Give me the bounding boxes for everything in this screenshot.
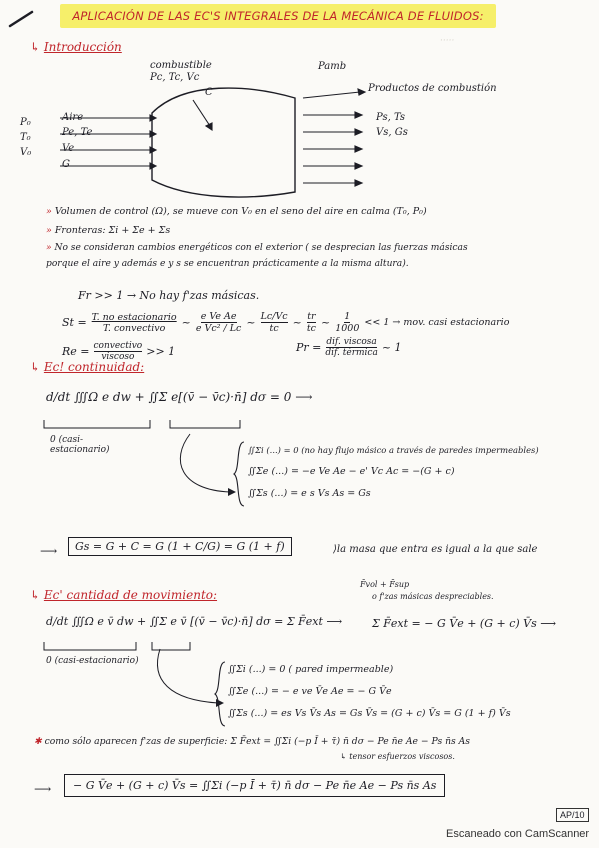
forces-note-2: o f'zas másicas despreciables. [372,592,494,601]
scanner-watermark: Escaneado con CamScanner [446,828,590,840]
result-arrow: ⟶ [40,544,58,558]
ambient-t0: T₀ [20,132,31,143]
fuel-props: Pc, Tc, Vc [150,72,200,83]
page-title: APLICACIÓN DE LAS EC'S INTEGRALES DE LA MECÁNICA DE FLUIDOS: [60,4,496,28]
inlet-pressure-temp: Pe, Te [62,127,93,138]
reynolds-equation: Re = convectivo viscoso >> 1 [62,341,176,362]
note-assumptions-1: » No se consideran cambios energéticos con el exterior ( se desprecian las fuerzas másicas [46,243,468,253]
momentum-branch-2: ∬Σe (...) = − e ve V̄e Ae = − G V̄e [228,686,392,697]
hook-arrow-icon: ↳ [30,360,41,374]
forces-note-1: F̄vol + F̄sup [360,580,410,589]
section-continuity: ↳ Ec! continuidad: [30,360,145,374]
surface-forces-note: ✱ como sólo aparecen f'zas de superficie: Σ F̄ext = ∬Σi (−p Ī + τ̄) n̄ dσ − Pe n̄e Ae − Ps n̄s As [34,736,470,747]
products-label: Productos de combustión [368,83,497,94]
products-props-2: Vs, Gs [376,127,408,138]
corner-tag: AP/10 [556,808,589,822]
continuity-result-box: Gs = G + C = G (1 + C/G) = G (1 + f) [68,537,292,556]
continuity-branch-1: ∬Σi (...) = 0 (no hay flujo másico a través de paredes impermeables) [248,445,539,455]
note-boundaries: » Fronteras: Σi + Σe + Σs [46,225,171,236]
inlet-velocity: Ve [62,143,75,154]
momentum-result-box: − G V̄e + (G + c) V̄s = ∬Σi (−p Ī + τ̄) n̄ dσ − Pe n̄e Ae − Ps n̄s As [64,774,445,797]
pen-mark [6,8,36,30]
ambient-v0: V₀ [20,147,32,158]
section-intro: ↳ Introducción [30,40,122,54]
section-momentum: ↳ Ec' cantidad de movimiento: [30,588,218,602]
big-brace [213,660,227,728]
tensor-note: ↳ tensor esfuerzos viscosos. [340,752,455,761]
prandtl-equation: Pr = dif. viscosa dif. térmica ~ 1 [296,337,402,358]
continuity-result-note: ⟩la masa que entra es igual a la que sale [333,544,538,555]
inlet-air: Aire [62,112,84,123]
continuity-zero-note: 0 (casi-estacionario) [50,435,110,455]
big-brace [232,440,246,508]
bleed-through: ····· [440,36,455,46]
inlet-mass-flow: G [62,159,70,170]
products-props-1: Ps, Ts [376,112,406,123]
final-arrow: ⟶ [34,782,52,796]
froude-statement: Fr >> 1 → No hay f'zas másicas. [78,289,260,302]
ambient-pressure: Pamb [318,61,347,72]
fuel-c-label: C [205,87,213,98]
continuity-branch-3: ∬Σs (...) = e s Vs As = Gs [248,488,371,499]
continuity-branch-2: ∬Σe (...) = −e Ve Ae − e' Vc Ac = −(G + c) [248,466,455,477]
momentum-equation: d/dt ∭Ω e v̄ dw + ∬Σ e v̄ [(v̄ − v̄c)·n̄] dσ = Σ F̄ext ⟶ [46,615,343,628]
ambient-p0: P₀ [20,117,31,128]
momentum-branch-3: ∬Σs (...) = es Vs V̄s As = Gs V̄s = (G + c) V̄s = G (1 + f) V̄s [228,708,511,719]
note-control-volume: » Volumen de control (Ω), se mueve con V₀ en el seno del aire en calma (T₀, P₀) [46,206,427,217]
fuel-label: combustible [150,60,212,71]
hook-arrow-icon: ↳ [30,40,41,54]
continuity-equation: d/dt ∭Ω e dw + ∬Σ e[(v̄ − v̄c)·n̄] dσ = 0 ⟶ [46,390,313,404]
momentum-branch-1: ∬Σi (...) = 0 ( pared impermeable) [228,664,394,675]
momentum-zero-note: 0 (casi-estacionario) [46,656,139,666]
hook-arrow-icon: ↳ [30,588,41,602]
momentum-rhs: Σ F̄ext = − G V̄e + (G + c) V̄s ⟶ [372,617,557,630]
strouhal-equation: St = T. no estacionario T. convectivo ~ e Ve Ae e Vc² / Lc ~ Lc/Vc tc ~ tr tc ~ 1 1000 << 1 → mov. casi estacionario [62,311,510,334]
note-assumptions-2: porque el aire y además e y s se encuentran prácticamente a la misma altura). [46,259,409,269]
